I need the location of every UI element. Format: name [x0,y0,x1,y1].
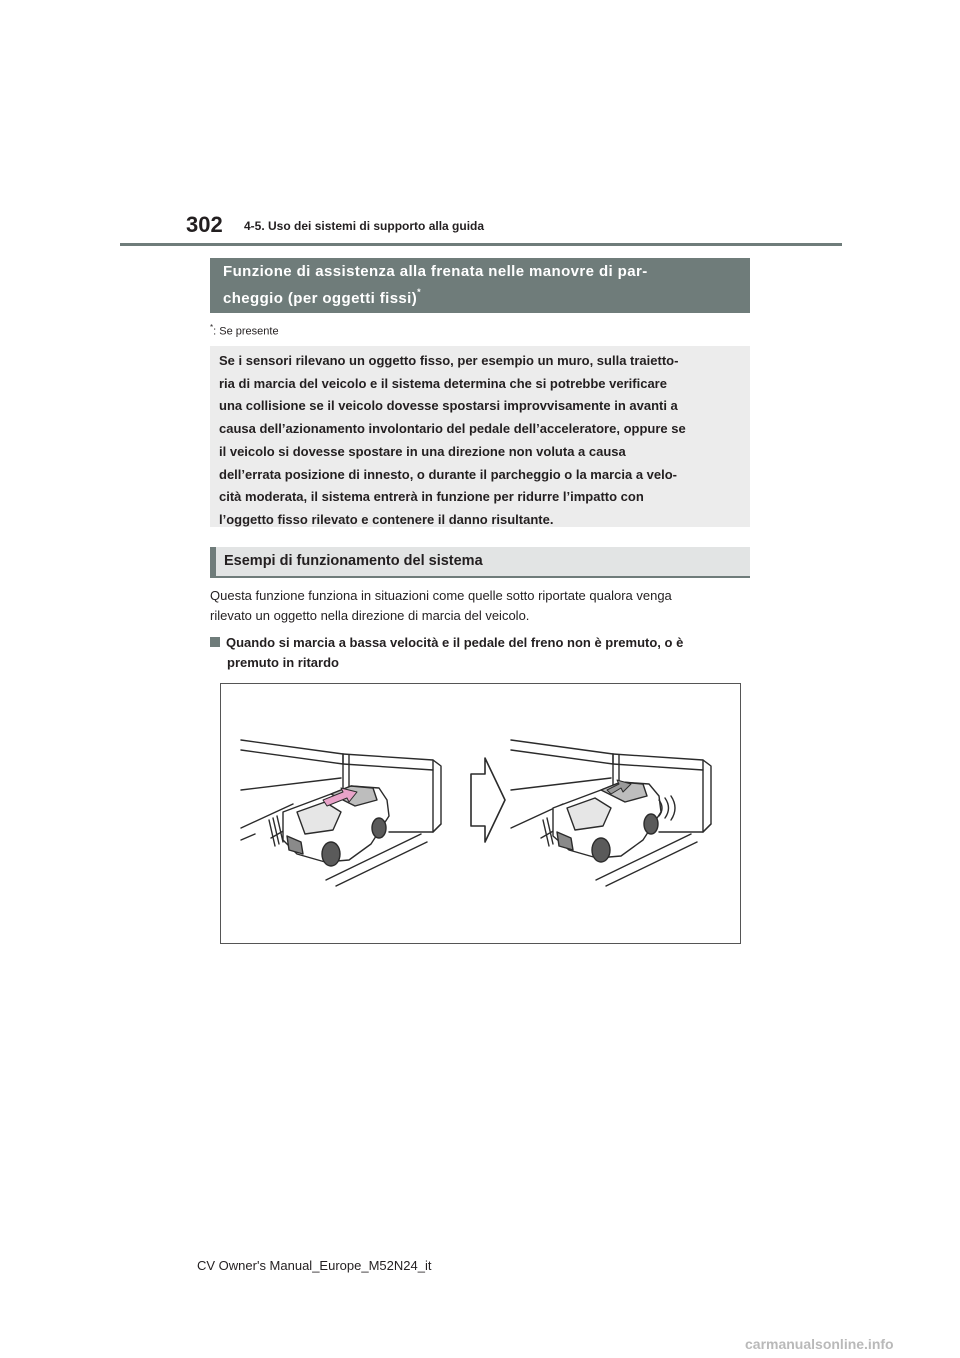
info-line: l’oggetto fisso rilevato e contenere il danno risultante. [219,511,554,527]
info-line: il veicolo si dovesse spostare in una direzione non voluta a causa [219,443,626,459]
bullet-line-text: Quando si marcia a bassa velocità e il pedale del freno non è premuto, o è [226,635,684,650]
bullet-line: premuto in ritardo [227,655,339,670]
transition-arrow-icon [471,758,505,842]
info-line: causa dell’azionamento involontario del pedale dell’acceleratore, oppure se [219,421,686,437]
body-paragraph [210,586,672,626]
car-right [543,782,675,862]
body-line: Questa funzione funziona in situazioni come quelle sotto riportate qualora venga [210,588,672,603]
section-header [210,258,750,313]
page-number: 302 [186,212,223,237]
header-rule [120,243,842,246]
info-line: ria di marcia del veicolo e il sistema determina che si potrebbe verificare [219,375,667,391]
info-line: dell’errata posizione di innesto, o durante il parcheggio o la marcia a velo- [219,466,677,482]
section-title-line-1: Funzione di assistenza alla frenata nelle manovre di par- [223,263,648,280]
section-title-marker: * [417,287,422,297]
info-box [210,346,750,527]
footnote [210,323,279,338]
info-line: una collisione se il veicolo dovesse spostarsi improvvisamente in avanti a [219,398,678,414]
watermark: carmanualsonline.info [745,1336,894,1352]
parking-scenario-illustration [220,683,741,944]
square-bullet-icon [210,637,220,647]
bullet-item [210,633,683,673]
subsection-header: Esempi di funzionamento del sistema [210,547,750,578]
section-title-text: cheggio (per oggetti fissi) [223,290,418,307]
chapter-title: 4-5. Uso dei sistemi di supporto alla guida [244,219,485,233]
body-line: rilevato un oggetto nella direzione di marcia del veicolo. [210,608,530,623]
info-line: Se i sensori rilevano un oggetto fisso, per esempio un muro, sulla traietto- [219,353,679,368]
section-title-line-2 [223,285,737,312]
bullet-line [210,633,683,653]
illustration-svg [221,684,740,943]
footnote-text: : Se presente [213,325,279,338]
footer-manual-id: CV Owner's Manual_Europe_M52N24_it [197,1258,432,1273]
footnote-marker: * [210,323,214,332]
info-line: cità moderata, il sistema entrerà in funzione per ridurre l’impatto con [219,489,644,505]
